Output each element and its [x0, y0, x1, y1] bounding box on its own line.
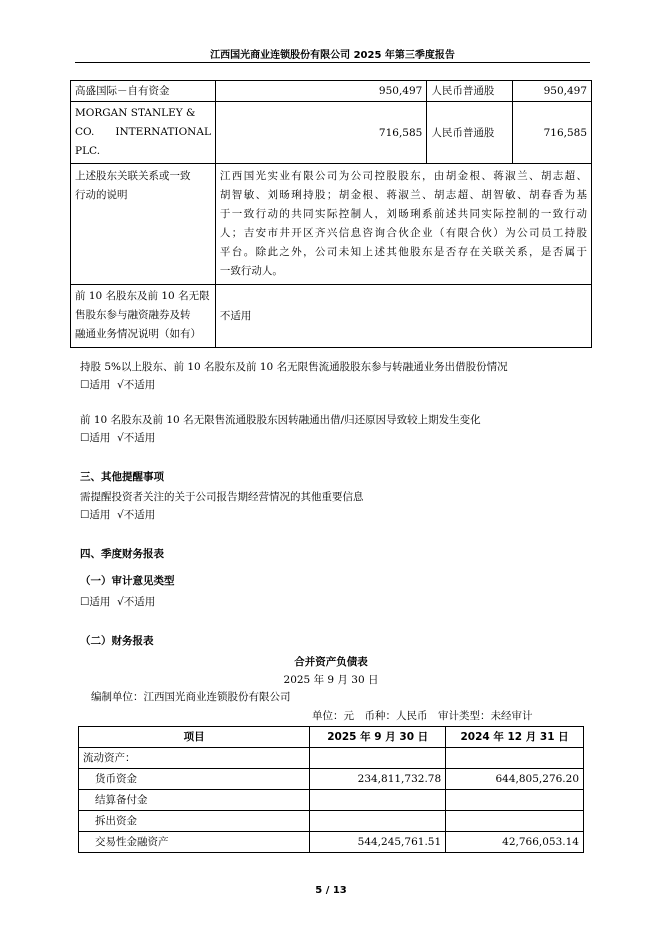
table-row	[79, 790, 584, 811]
previous-value: 42,766,053.14	[446, 832, 584, 853]
other-reminders-options: ☐适用 √不适用	[80, 509, 156, 521]
page-header-title: 江西国光商业连锁股份有限公司 2025 年第三季度报告	[210, 50, 455, 61]
compiler-unit: 编制单位：江西国光商业连锁股份有限公司	[91, 691, 291, 703]
table-row	[71, 102, 592, 164]
other-reminders-text: 需提醒投资者关注的关于公司报告期经营情况的其他重要信息	[80, 491, 364, 503]
line-item: 货币资金	[79, 769, 310, 790]
subsection-title-audit-opinion: （一）审计意见类型	[80, 575, 175, 587]
share-type: 人民币普通股	[427, 81, 513, 102]
column-header: 2024 年 12 月 31 日	[446, 727, 584, 748]
related-party-label: 上述股东关联关系或一致 行动的说明	[71, 164, 216, 285]
table-row	[71, 164, 592, 285]
column-header: 项目	[79, 727, 310, 748]
section-label: 流动资产：	[79, 748, 310, 769]
change-disclosure-text: 前 10 名股东及前 10 名无限售流通股股东因转融通出借/归还原因导致较上期发生变化	[80, 414, 481, 426]
current-value: 234,811,732.78	[310, 769, 446, 790]
lending-disclosure-text: 持股 5%以上股东、前 10 名股东及前 10 名无限售流通股股东参与转融通业务出借股份情况	[80, 361, 508, 373]
share-type: 人民币普通股	[427, 102, 513, 164]
section-title-financial-statements: 四、季度财务报表	[80, 548, 164, 560]
current-value	[310, 790, 446, 811]
current-value: 544,245,761.51	[310, 832, 446, 853]
related-party-text: 江西国光实业有限公司为公司控股股东，由胡金根、蒋淑兰、胡志超、 胡智敏、刘旸琍持股；胡金根、蒋淑兰、胡志超、胡智敏、胡春香为基 于一致行动的共同实际控制人，刘旸琍系前述共同实际控制的一致行动 人；吉安市井开区齐兴信息咨询合伙企业（有限合伙）为公司员工持股 平台。除此之外，公司未知上述其他股东是否存在关联关系，是否属于 一致行动人。	[215, 164, 591, 285]
margin-trading-label: 前 10 名股东及前 10 名无限 售股东参与融资融券及转 融通业务情况说明（如有）	[71, 285, 216, 348]
change-disclosure-options: ☐适用 √不适用	[80, 432, 156, 444]
unit-currency-line: 单位：元 币种：人民币 审计类型：未经审计	[312, 710, 533, 722]
shareholder-name: MORGAN STANLEY & CO. INTERNATIONAL PLC.	[71, 102, 216, 164]
shareholder-name: 高盛国际－自有资金	[71, 81, 216, 102]
line-item: 交易性金融资产	[79, 832, 310, 853]
table-row	[71, 81, 592, 102]
table-row	[79, 748, 584, 769]
current-value	[310, 811, 446, 832]
balance-sheet-date: 2025 年 9 月 30 日	[283, 674, 379, 686]
share-amount: 716,585	[215, 102, 426, 164]
table-header-row	[79, 727, 584, 748]
table-row	[79, 811, 584, 832]
share-amount: 950,497	[513, 81, 592, 102]
previous-value: 644,805,276.20	[446, 769, 584, 790]
previous-value	[446, 811, 584, 832]
previous-value	[446, 790, 584, 811]
lending-disclosure-options: ☐适用 √不适用	[80, 379, 156, 391]
line-item: 结算备付金	[79, 790, 310, 811]
column-header: 2025 年 9 月 30 日	[310, 727, 446, 748]
margin-trading-value: 不适用	[215, 285, 591, 348]
share-amount: 950,497	[215, 81, 426, 102]
header-divider	[75, 62, 590, 63]
shareholder-table	[70, 80, 592, 348]
balance-sheet-table	[78, 726, 584, 853]
balance-sheet-title: 合并资产负债表	[294, 656, 368, 668]
page-number: 5 / 13	[315, 885, 347, 896]
share-amount: 716,585	[513, 102, 592, 164]
line-item: 拆出资金	[79, 811, 310, 832]
audit-opinion-options: ☐适用 √不适用	[80, 596, 156, 608]
subsection-title-statements: （二）财务报表	[80, 635, 154, 647]
section-title-other-reminders: 三、其他提醒事项	[80, 471, 164, 483]
table-row	[79, 832, 584, 853]
table-row	[71, 285, 592, 348]
table-row	[79, 769, 584, 790]
